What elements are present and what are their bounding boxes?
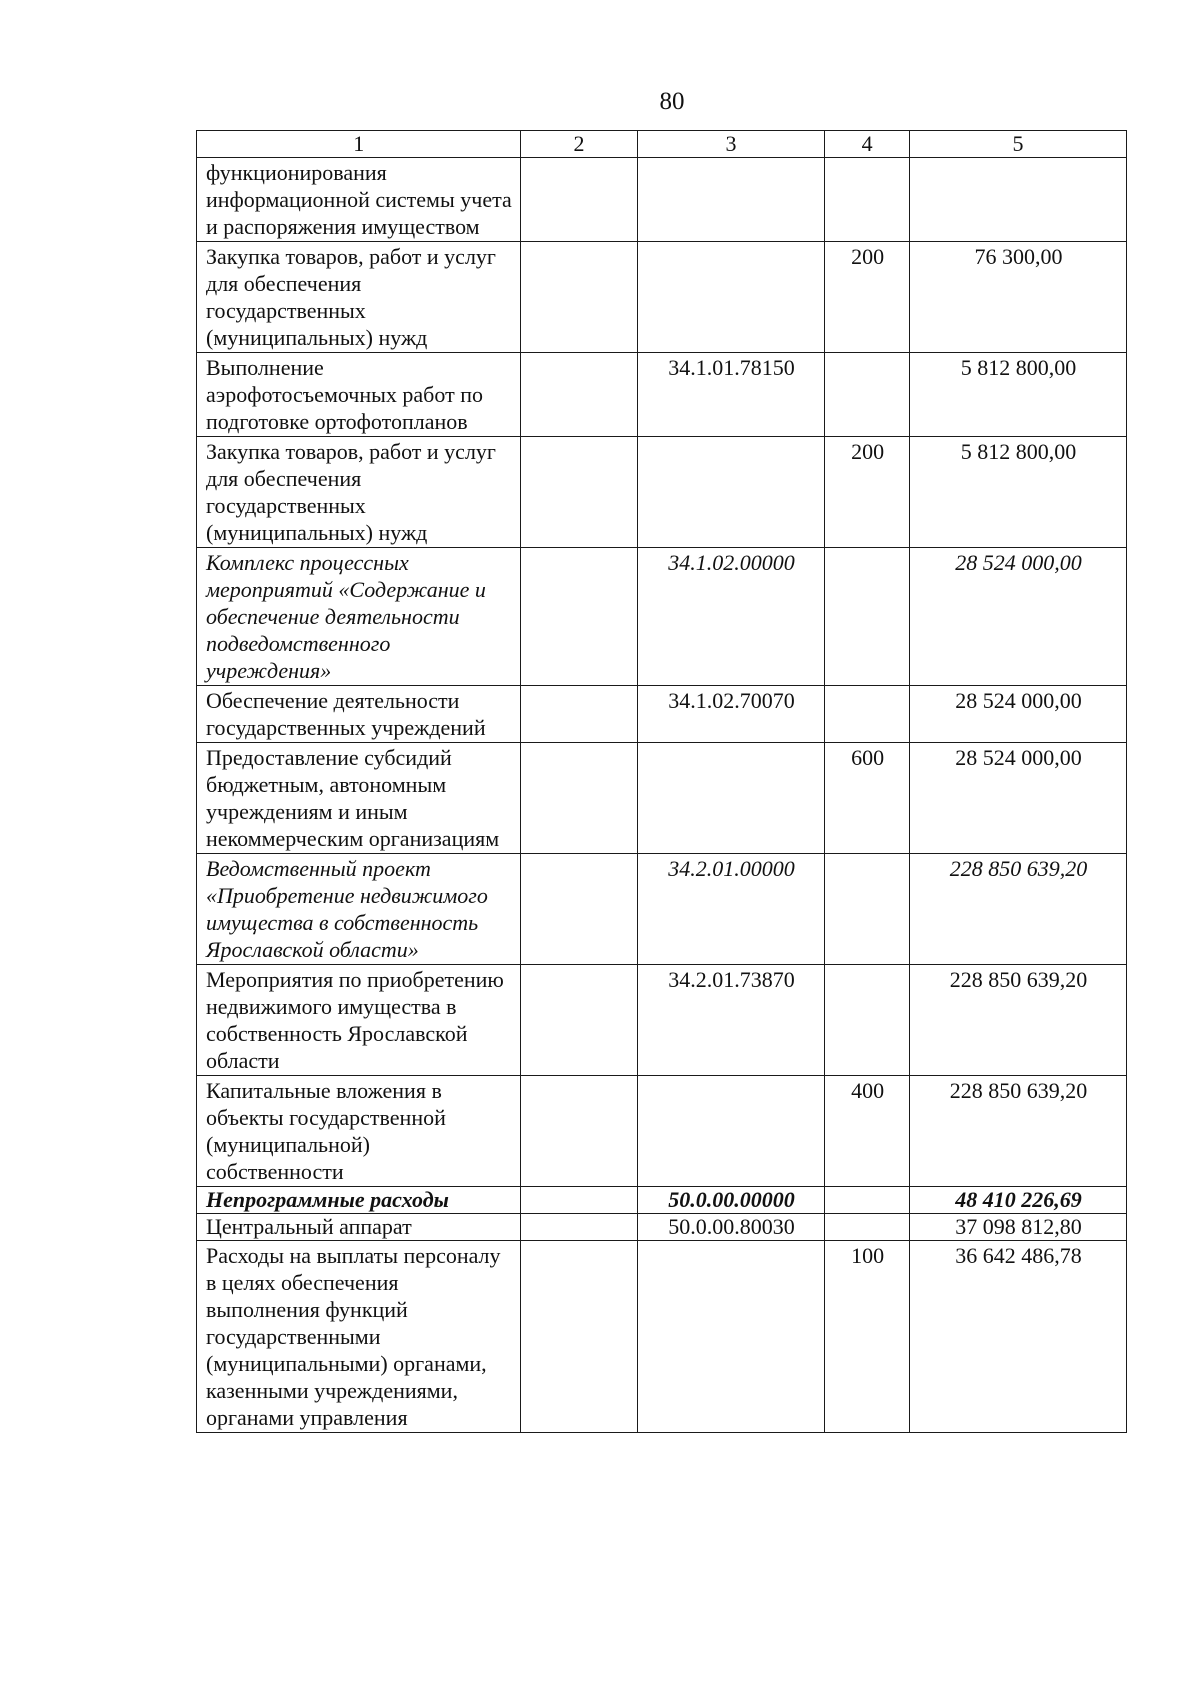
row-name-cell: Комплекс процессных мероприятий «Содержание и обеспечение деятельности подведомственного учреждения» <box>197 548 521 686</box>
table-row <box>197 1187 1127 1214</box>
row-name-cell: Выполнение аэрофотосъемочных работ по подготовке ортофотопланов <box>197 353 521 437</box>
row-type-cell <box>825 548 910 686</box>
row-col2-cell <box>521 1076 637 1187</box>
budget-table <box>196 130 1127 1433</box>
row-amount-cell: 37 098 812,80 <box>909 1214 1126 1241</box>
table-row <box>197 743 1127 854</box>
row-amount-cell: 28 524 000,00 <box>909 743 1126 854</box>
row-type-cell <box>825 158 910 242</box>
header-cell: 3 <box>637 131 825 158</box>
table-row <box>197 1241 1127 1433</box>
row-code-cell <box>637 1076 825 1187</box>
row-code-cell: 50.0.00.80030 <box>637 1214 825 1241</box>
row-amount-cell: 28 524 000,00 <box>909 686 1126 743</box>
row-code-cell <box>637 242 825 353</box>
table-row <box>197 1076 1127 1187</box>
row-type-cell: 400 <box>825 1076 910 1187</box>
page-number: 80 <box>659 88 685 115</box>
table-row <box>197 242 1127 353</box>
header-cell: 1 <box>197 131 521 158</box>
row-type-cell <box>825 686 910 743</box>
row-amount-cell: 28 524 000,00 <box>909 548 1126 686</box>
row-name-cell: Центральный аппарат <box>197 1214 521 1241</box>
row-type-cell: 200 <box>825 437 910 548</box>
row-col2-cell <box>521 1187 637 1214</box>
table-body <box>197 158 1127 1433</box>
table-row <box>197 854 1127 965</box>
row-type-cell <box>825 1187 910 1214</box>
row-col2-cell <box>521 437 637 548</box>
row-name-cell: Расходы на выплаты персоналу в целях обеспечения выполнения функций государственными (муниципальными) органами, казенными учреждениями, органами управления <box>197 1241 521 1433</box>
table-row <box>197 1214 1127 1241</box>
row-type-cell <box>825 1214 910 1241</box>
row-name-cell: Капитальные вложения в объекты государственной (муниципальной) собственности <box>197 1076 521 1187</box>
row-type-cell <box>825 965 910 1076</box>
table-row <box>197 437 1127 548</box>
row-amount-cell: 228 850 639,20 <box>909 1076 1126 1187</box>
row-name-cell: Закупка товаров, работ и услуг для обеспечения государственных (муниципальных) нужд <box>197 242 521 353</box>
row-type-cell: 200 <box>825 242 910 353</box>
table-row <box>197 158 1127 242</box>
row-amount-cell: 228 850 639,20 <box>909 854 1126 965</box>
header-cell: 5 <box>909 131 1126 158</box>
row-code-cell: 50.0.00.00000 <box>637 1187 825 1214</box>
row-code-cell <box>637 1241 825 1433</box>
row-code-cell: 34.1.02.70070 <box>637 686 825 743</box>
row-type-cell <box>825 854 910 965</box>
row-col2-cell <box>521 686 637 743</box>
row-type-cell <box>825 353 910 437</box>
table-row <box>197 353 1127 437</box>
row-col2-cell <box>521 548 637 686</box>
row-code-cell: 34.1.02.00000 <box>637 548 825 686</box>
row-code-cell <box>637 437 825 548</box>
row-amount-cell: 5 812 800,00 <box>909 437 1126 548</box>
header-cell: 4 <box>825 131 910 158</box>
row-name-cell: Ведомственный проект «Приобретение недвижимого имущества в собственность Ярославской области» <box>197 854 521 965</box>
row-amount-cell: 48 410 226,69 <box>909 1187 1126 1214</box>
row-name-cell: Непрограммные расходы <box>197 1187 521 1214</box>
row-col2-cell <box>521 242 637 353</box>
row-col2-cell <box>521 1214 637 1241</box>
row-amount-cell: 5 812 800,00 <box>909 353 1126 437</box>
table-row <box>197 548 1127 686</box>
row-name-cell: Обеспечение деятельности государственных учреждений <box>197 686 521 743</box>
row-type-cell: 100 <box>825 1241 910 1433</box>
row-amount-cell: 76 300,00 <box>909 242 1126 353</box>
row-col2-cell <box>521 158 637 242</box>
row-code-cell <box>637 743 825 854</box>
row-code-cell: 34.1.01.78150 <box>637 353 825 437</box>
row-type-cell: 600 <box>825 743 910 854</box>
row-col2-cell <box>521 854 637 965</box>
row-name-cell: функционирования информационной системы учета и распоряжения имуществом <box>197 158 521 242</box>
row-col2-cell <box>521 1241 637 1433</box>
row-name-cell: Мероприятия по приобретению недвижимого имущества в собственность Ярославской области <box>197 965 521 1076</box>
header-row <box>197 131 1127 158</box>
row-amount-cell: 228 850 639,20 <box>909 965 1126 1076</box>
row-code-cell <box>637 158 825 242</box>
row-col2-cell <box>521 353 637 437</box>
table-row <box>197 686 1127 743</box>
row-amount-cell <box>909 158 1126 242</box>
row-amount-cell: 36 642 486,78 <box>909 1241 1126 1433</box>
row-col2-cell <box>521 965 637 1076</box>
row-code-cell: 34.2.01.00000 <box>637 854 825 965</box>
row-col2-cell <box>521 743 637 854</box>
row-name-cell: Закупка товаров, работ и услуг для обеспечения государственных (муниципальных) нужд <box>197 437 521 548</box>
row-code-cell: 34.2.01.73870 <box>637 965 825 1076</box>
header-cell: 2 <box>521 131 637 158</box>
row-name-cell: Предоставление субсидий бюджетным, автономным учреждениям и иным некоммерческим организациям <box>197 743 521 854</box>
table-row <box>197 965 1127 1076</box>
